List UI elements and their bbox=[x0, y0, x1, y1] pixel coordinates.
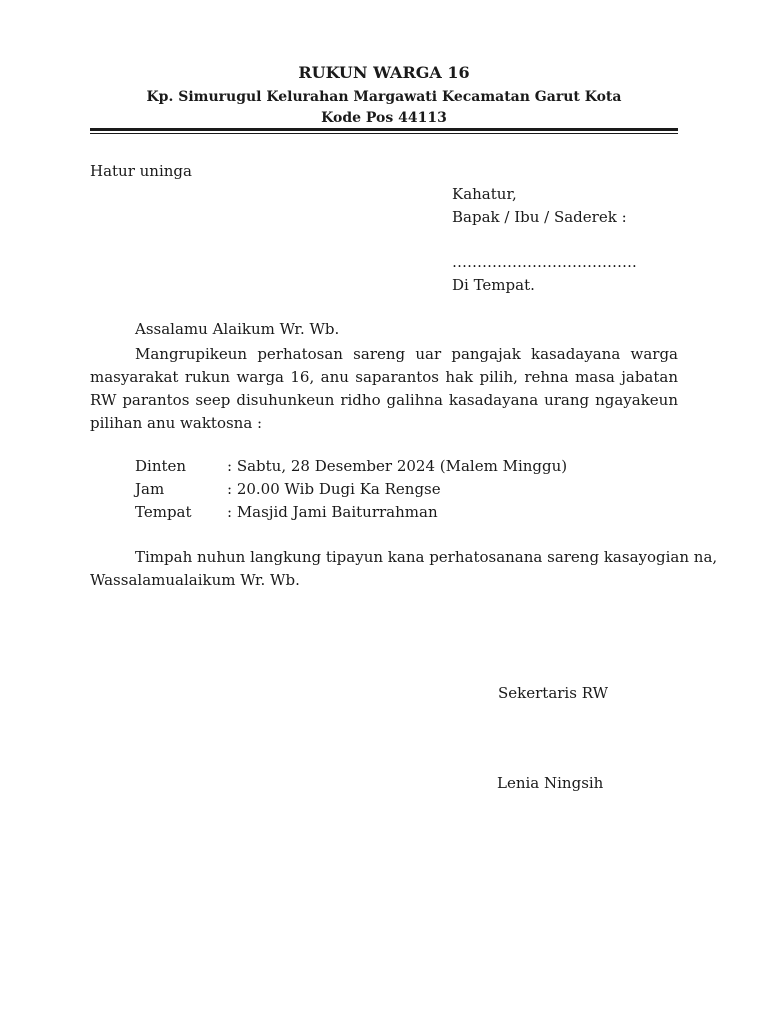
letterhead-divider-thin bbox=[90, 133, 678, 134]
recipient-to: Kahatur, bbox=[452, 185, 517, 203]
detail-value-place: : Masjid Jami Baiturrahman bbox=[227, 503, 438, 521]
closing-salutation: Wassalamualaikum Wr. Wb. bbox=[90, 571, 300, 589]
letter-subject: Hatur uninga bbox=[90, 162, 192, 180]
letterhead-address: Kp. Simurugul Kelurahan Margawati Kecamatan Garut Kota bbox=[146, 89, 622, 105]
detail-label-day: Dinten bbox=[135, 457, 187, 475]
detail-label-place: Tempat bbox=[135, 503, 192, 521]
detail-value-day: : Sabtu, 28 Desember 2024 (Malem Minggu) bbox=[227, 457, 568, 475]
letterhead-title: RUKUN WARGA 16 bbox=[298, 63, 470, 82]
recipient-blank-line: ………………………………. bbox=[452, 253, 637, 271]
detail-value-time: : 20.00 Wib Dugi Ka Rengse bbox=[227, 480, 441, 498]
letterhead-divider-thick bbox=[90, 128, 678, 131]
closing-sentence: Timpah nuhun langkung tipayun kana perhatosanana sareng kasayogian na, bbox=[135, 548, 718, 566]
signature-position: Sekertaris RW bbox=[498, 684, 609, 702]
letterhead-postal-code: Kode Pos 44113 bbox=[321, 110, 447, 126]
recipient-addressee: Bapak / Ibu / Saderek : bbox=[452, 208, 627, 226]
signature-name: Lenia Ningsih bbox=[497, 774, 604, 792]
detail-label-time: Jam bbox=[135, 480, 165, 498]
letter-body-paragraph: Mangrupikeun perhatosan sareng uar pangajak kasadayana warga masyarakat rukun warga 16, anu saparantos hak pilih, rehna masa jabatan RW parantos seep disuhunkeun ridho galihna kasadayana urang ngayakeun pilihan anu waktosna : bbox=[90, 345, 678, 432]
opening-greeting: Assalamu Alaikum Wr. Wb. bbox=[135, 320, 340, 338]
recipient-place: Di Tempat. bbox=[452, 276, 535, 294]
